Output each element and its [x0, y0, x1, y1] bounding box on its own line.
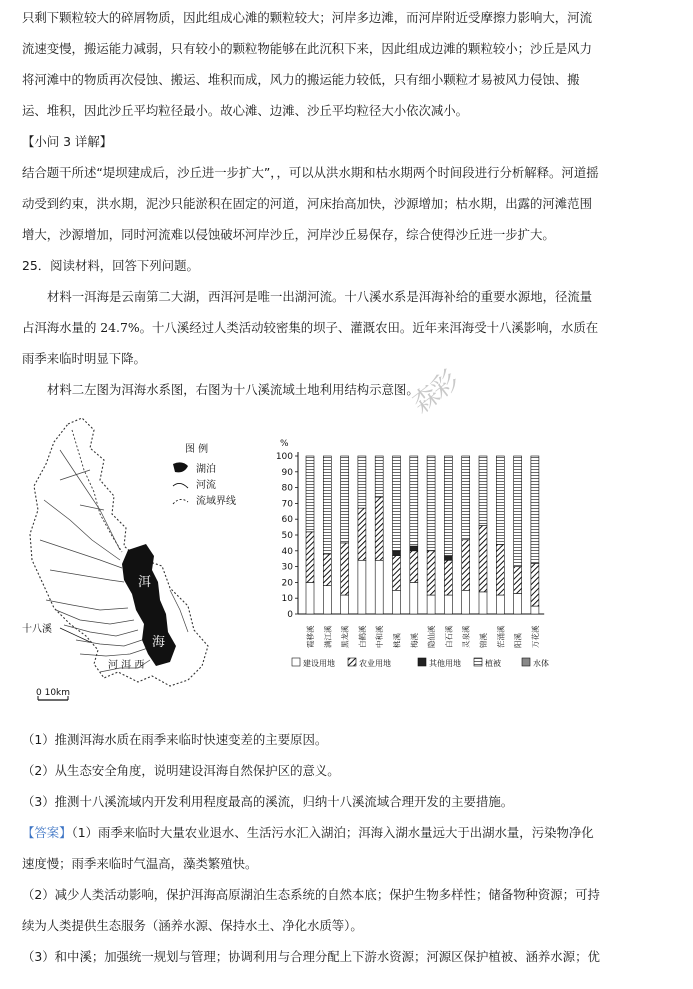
bar-segment [410, 582, 418, 614]
q3-heading: 【小问 3 详解】 [22, 134, 113, 149]
scale-label: 0 10km [36, 688, 71, 698]
land-use-chart [270, 432, 570, 682]
legend-entry: 水体 [533, 659, 549, 668]
x-tick-label: 霞移溪 [306, 625, 315, 648]
legend-entry: 其他用地 [429, 659, 461, 668]
y-tick-label: 50 [281, 531, 293, 541]
paragraph-grain-size [22, 2, 677, 126]
bar-segment [306, 532, 314, 583]
y-tick-label: 30 [281, 562, 293, 573]
bar-segment [531, 456, 539, 563]
q3-explanation [22, 157, 677, 250]
bar-segment [306, 582, 314, 614]
bar-segment [410, 456, 418, 546]
bar-segment [341, 456, 349, 543]
x-tick-label: 白石溪 [444, 625, 454, 648]
text-line: 续为人类提供生态服务（涵养水源、保持水土、净化水质等）。 [22, 918, 363, 933]
y-tick-label: 100 [275, 452, 293, 462]
label-shibaxi: 十八溪 [22, 624, 52, 635]
y-tick-label: 90 [281, 467, 293, 478]
text-line: 将河滩中的物质再次侵蚀、搬运、堆积而成，风力的搬运能力较低，只有细小颗粒才易被风力侵蚀、搬 [22, 72, 580, 87]
lake-label-er: 洱 [138, 575, 152, 590]
x-tick-label: 隐仙溪 [427, 625, 437, 648]
bar-segment [393, 456, 401, 551]
answer-1 [22, 817, 677, 879]
bar-segment [514, 593, 522, 614]
bar-segment [323, 554, 331, 586]
text-line: 材料一洱海是云南第二大湖，西洱河是唯一出湖河流。十八溪水系是洱海补给的重要水源地，径流量 [47, 289, 593, 304]
bar-segment [531, 563, 539, 606]
bar-segment [375, 497, 383, 560]
text-line: 雨季来临时明显下降。 [22, 351, 146, 366]
x-tick-label: 黑龙溪 [340, 625, 350, 648]
bar-segment [462, 590, 470, 614]
legend-entry: 植被 [485, 659, 501, 668]
text-line: 速度慢；雨季来临时气温高，藻类繁殖快。 [22, 856, 258, 871]
bar-segment [427, 456, 435, 551]
chart-bars [306, 456, 539, 614]
text-line: 【答案】（1）雨季来临时大量农业退水、生活污水汇入湖泊；洱海入湖水量远大于出湖水量，污染物净化 [22, 825, 594, 840]
question-25-2: （2）从生态安全角度，说明建设洱海自然保护区的意义。 [22, 763, 340, 778]
bar-segment [514, 567, 522, 594]
answer-2 [22, 879, 677, 941]
text-line: 增大，沙源增加，同时河流难以侵蚀破坏河岸沙丘，河岸沙丘易保存，综合使得沙丘进一步扩大。 [22, 227, 555, 242]
text-line: （2）减少人类活动影响，保护洱海高原湖泊生态系统的自然本底；保护生物多样性；储备物种资源；可持 [22, 887, 600, 902]
x-tick-label: 桃溪 [392, 633, 402, 648]
bar-segment [462, 540, 470, 591]
bar-segment [410, 546, 418, 551]
x-tick-label: 白鹤溪 [357, 625, 367, 648]
y-tick-label: 10 [281, 594, 293, 605]
x-tick-label: 阳溪 [513, 633, 523, 648]
legend-river-swatch [173, 483, 188, 488]
text-line: 动受到约束，洪水期，泥沙只能淤积在固定的河道，河床抬高加快，沙源增加；枯水期，出露的河滩范围 [22, 196, 592, 211]
bar-segment [393, 556, 401, 591]
legend-entry: 农业用地 [359, 659, 391, 668]
bar-segment [496, 544, 504, 595]
bar-segment [323, 456, 331, 554]
bar-segment [444, 456, 452, 556]
bar-segment [323, 586, 331, 614]
bar-segment [479, 456, 487, 526]
legend-boundary-swatch [173, 499, 188, 504]
question-25-3: （3）推测十八溪流域内开发利用程度最高的溪流，归纳十八溪流域合理开发的主要措施。 [22, 794, 514, 809]
text-line: 只剩下颗粒较大的碎屑物质，因此组成心滩的颗粒较大；河岸多边滩，而河岸附近受摩擦力影响大，河流 [22, 10, 592, 25]
y-axis-label: % [280, 439, 289, 449]
legend-swatch [522, 658, 530, 666]
x-tick-label: 万花溪 [530, 625, 540, 648]
legend-boundary: 流域界线 [196, 496, 236, 507]
erhai-lake [122, 544, 176, 666]
bar-segment [479, 592, 487, 614]
bar-segment [462, 456, 470, 540]
bar-segment [341, 595, 349, 614]
bar-segment [375, 560, 383, 614]
bar-segment [341, 543, 349, 595]
y-tick-label: 80 [281, 483, 293, 494]
y-tick-label: 40 [281, 546, 293, 557]
text-line: 占洱海水量的 24.7%。十八溪经过人类活动较密集的坝子、灌溉农田。近年来洱海受十八溪影响，水质在 [22, 320, 599, 335]
inner-boundary [72, 430, 122, 552]
bar-segment [496, 595, 504, 614]
legend-lake: 湖泊 [196, 464, 216, 475]
legend-swatch [418, 658, 426, 666]
bar-segment [496, 456, 504, 544]
text-line: 运、堆积，因此沙丘平均粒径最小。故心滩、边滩、沙丘平均粒径大小依次减小。 [22, 103, 469, 118]
x-tick-label: 茫涌溪 [496, 625, 506, 648]
bar-segment [393, 590, 401, 614]
legend-swatch [348, 658, 356, 666]
bar-segment [444, 560, 452, 595]
label-xierhe: 河 洱 西 [108, 660, 145, 671]
bar-segment [444, 595, 452, 614]
chart-legend [292, 658, 549, 668]
text-line: 结合题干所述“堤坝建成后，沙丘进一步扩大”，，可以从洪水期和枯水期两个时间段进行分析解释。河道摇 [22, 165, 599, 180]
bar-segment [479, 526, 487, 592]
bar-segment [427, 551, 435, 595]
bar-segment [427, 595, 435, 614]
y-tick-label: 70 [281, 499, 293, 510]
legend-swatch [292, 658, 300, 666]
question-25-1: （1）推测洱海水质在雨季来临时快速变差的主要原因。 [22, 732, 328, 747]
lake-label-hai: 海 [152, 635, 166, 650]
bar-segment [306, 456, 314, 532]
bar-segment [358, 456, 366, 508]
legend-entry: 建设用地 [303, 659, 335, 668]
bar-segment [393, 551, 401, 556]
bar-segment [375, 456, 383, 497]
bar-segment [531, 606, 539, 614]
chart-x-labels [305, 625, 540, 648]
bar-segment [410, 551, 418, 583]
question-25-title: 25．阅读材料，回答下列问题。 [22, 258, 199, 273]
legend-river: 河流 [196, 480, 216, 491]
x-tick-label: 梅溪 [409, 633, 419, 648]
material-one [22, 281, 677, 374]
y-tick-label: 0 [287, 610, 293, 620]
bar-segment [514, 456, 522, 567]
bar-segment [444, 556, 452, 561]
material-two: 材料二左图为洱海水系图，右图为十八溪流域土地利用结构示意图。 [47, 382, 419, 397]
x-tick-label: 灵泉溪 [461, 625, 471, 648]
y-tick-label: 20 [281, 578, 293, 589]
x-tick-label: 满江溪 [323, 625, 333, 648]
legend-swatch [474, 658, 482, 666]
watermark: 森彩 [406, 366, 464, 420]
legend-lake-swatch [173, 462, 188, 472]
text-line: 流速变慢，搬运能力减弱，只有较小的颗粒物能够在此沉积下来，因此组成边滩的颗粒较小；沙丘是风力 [22, 41, 592, 56]
answer-3: （3）和中溪；加强统一规划与管理；协调利用与合理分配上下游水资源；河源区保护植被、涵养水源；优 [22, 949, 600, 964]
erhai-map [20, 410, 255, 710]
bar-segment [358, 508, 366, 560]
y-tick-label: 60 [281, 515, 293, 526]
answer-label: 【答案】 [22, 825, 72, 840]
x-tick-label: 锦溪 [479, 633, 488, 648]
x-tick-label: 中和溪 [375, 625, 385, 648]
legend-title: 图 例 [185, 444, 209, 455]
bar-segment [358, 560, 366, 614]
